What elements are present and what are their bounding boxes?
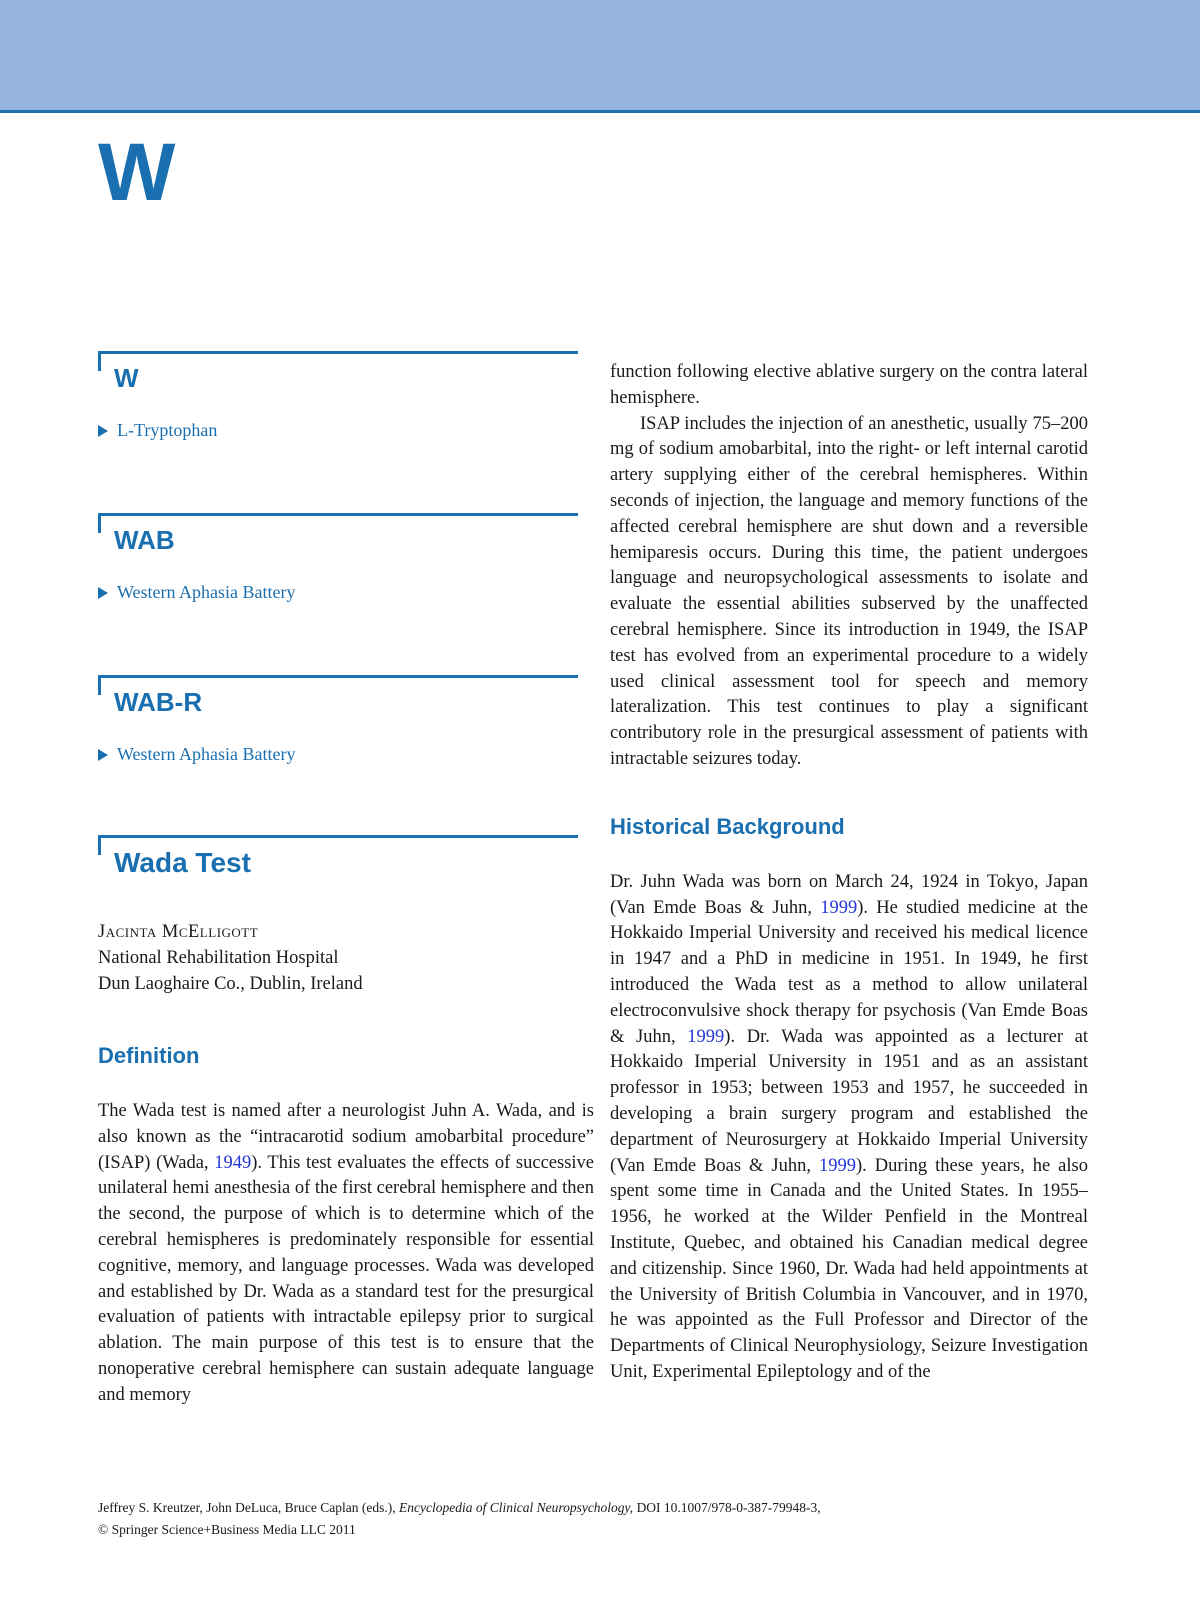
section-letter: W	[98, 127, 174, 218]
paragraph-text: ). Dr. Wada was appointed as a lecturer at Hokkaido Imperial University in 1951 and as an assistant professor in 1953; between 1953 and 1957, he succeeded in developing a brain surgery program and established the department of Neurosurgery at Hokkaido Imperial University (Van Emde Boas & Juhn,	[610, 1026, 1088, 1176]
paragraph-text: ). This test evaluates the effects of successive unilateral hemi anesthesia of the first cerebral hemisphere and then the second, the purpose of which is to determine which of the cerebral hemispheres is predominately responsible for essential cognitive, memory, and language processes. Wada was developed and established by Dr. Wada as a standard test for the presurgical evaluation of patients with intractable epilepsy prior to surgical ablation. The main purpose of this test is to ensure that the nonoperative cerebral hemisphere can sustain adequate language and memory	[98, 1152, 594, 1405]
entry-rule-tick	[98, 675, 101, 695]
citation-line	[98, 1497, 1098, 1519]
entry-wada-test	[98, 835, 594, 1409]
entry-rule-tick	[98, 351, 101, 371]
author-block	[98, 919, 594, 997]
definition-continuation: function following elective ablative surgery on the contra lateral hemisphere.	[610, 362, 1088, 408]
entry-title: W	[114, 363, 139, 393]
footer-doi: DOI 10.1007/978-0-387-79948-3,	[633, 1500, 821, 1515]
entry-wab-r	[98, 675, 594, 765]
entry-title: WAB-R	[114, 687, 203, 717]
entry-rule	[98, 675, 578, 678]
citation-link[interactable]: 1999	[820, 897, 858, 918]
history-heading: Historical Background	[610, 813, 845, 839]
cross-reference-label[interactable]: Western Aphasia Battery	[117, 744, 296, 764]
copyright-line: © Springer Science+Business Media LLC 2011	[98, 1522, 356, 1537]
history-paragraph	[610, 870, 1088, 1386]
arrow-right-icon	[98, 425, 108, 437]
entry-rule	[98, 351, 578, 354]
page-footer	[98, 1497, 1098, 1541]
citation-link[interactable]: 1999	[687, 1026, 725, 1047]
author-affiliation: Dun Laoghaire Co., Dublin, Ireland	[98, 974, 363, 994]
entry-rule-tick	[98, 835, 101, 855]
paragraph-text: Dr. Juhn Wada was born on March 24, 1924 in Tokyo, Japan (Van Emde Boas & Juhn,	[610, 871, 1088, 918]
cross-reference-label[interactable]: Western Aphasia Battery	[117, 582, 296, 602]
footer-book-title: Encyclopedia of Clinical Neuropsychology,	[398, 1500, 634, 1515]
definition-paragraph	[98, 1099, 594, 1409]
arrow-right-icon	[98, 587, 108, 599]
entry-wab	[98, 513, 594, 603]
paragraph-text: ). He studied medicine at the Hokkaido Imperial University and received his medical licence in 1947 and a PhD in medicine in 1951. In 1949, he first introduced the Wada test as a method to allow unilateral electroconvulsive shock therapy for psychosis (Van Emde Boas & Juhn,	[610, 897, 1088, 1047]
entry-w	[98, 351, 594, 441]
author-affiliation: National Rehabilitation Hospital	[98, 948, 339, 968]
article-title: Wada Test	[114, 847, 251, 878]
paragraph-text: ). During these years, he also spent some time in Canada and the United States. In 1955–1956, he worked at the Wilder Penfield in the Montreal Institute, Quebec, and obtained his Canadian medical degree and citizenship. Since 1960, Dr. Wada had held appointments at the University of British Columbia in Vancouver, and in 1970, he was appointed as the Full Professor and Director of the Departments of Clinical Neurophysiology, Seizure Investigation Unit, Experimental Epileptology and of the	[610, 1155, 1088, 1382]
definition-heading: Definition	[98, 1043, 200, 1068]
footer-editors: Jeffrey S. Kreutzer, John DeLuca, Bruce Caplan (eds.),	[98, 1500, 399, 1515]
cross-reference-label[interactable]: L-Tryptophan	[117, 420, 218, 440]
header-band	[0, 0, 1200, 113]
isap-paragraph: ISAP includes the injection of an anesthetic, usually 75–200 mg of sodium amobarbital, into the right- or left internal carotid artery supplying either of the cerebral hemispheres. Within seconds of injection, the language and memory functions of the affected cerebral hemisphere are shut down and a reversible hemiparesis occurs. During this time, the patient undergoes language and neuropsychological assessments to isolate and evaluate the essential abilities subserved by the unaffected cerebral hemisphere. Since its introduction in 1949, the ISAP test has evolved from an experimental procedure to a widely used clinical assessment tool for speech and memory lateralization. This test continues to play a significant contributory role in the presurgical assessment of patients with intractable seizures today.	[610, 413, 1088, 769]
citation-link[interactable]: 1999	[818, 1155, 856, 1176]
cross-reference[interactable]	[98, 744, 594, 765]
author-name: Jacinta McElligott	[98, 922, 259, 942]
arrow-right-icon	[98, 749, 108, 761]
citation-link[interactable]: 1949	[214, 1152, 252, 1173]
entry-title: WAB	[114, 525, 175, 555]
entry-rule-tick	[98, 513, 101, 533]
right-column	[610, 360, 1088, 1386]
entry-rule	[98, 513, 578, 516]
cross-reference[interactable]	[98, 420, 594, 441]
cross-reference[interactable]	[98, 582, 594, 603]
entry-rule	[98, 835, 578, 838]
paragraph-text: The Wada test is named after a neurologist Juhn A. Wada, and is also known as the “intracarotid sodium amobarbital procedure” (ISAP) (Wada,	[98, 1101, 594, 1173]
